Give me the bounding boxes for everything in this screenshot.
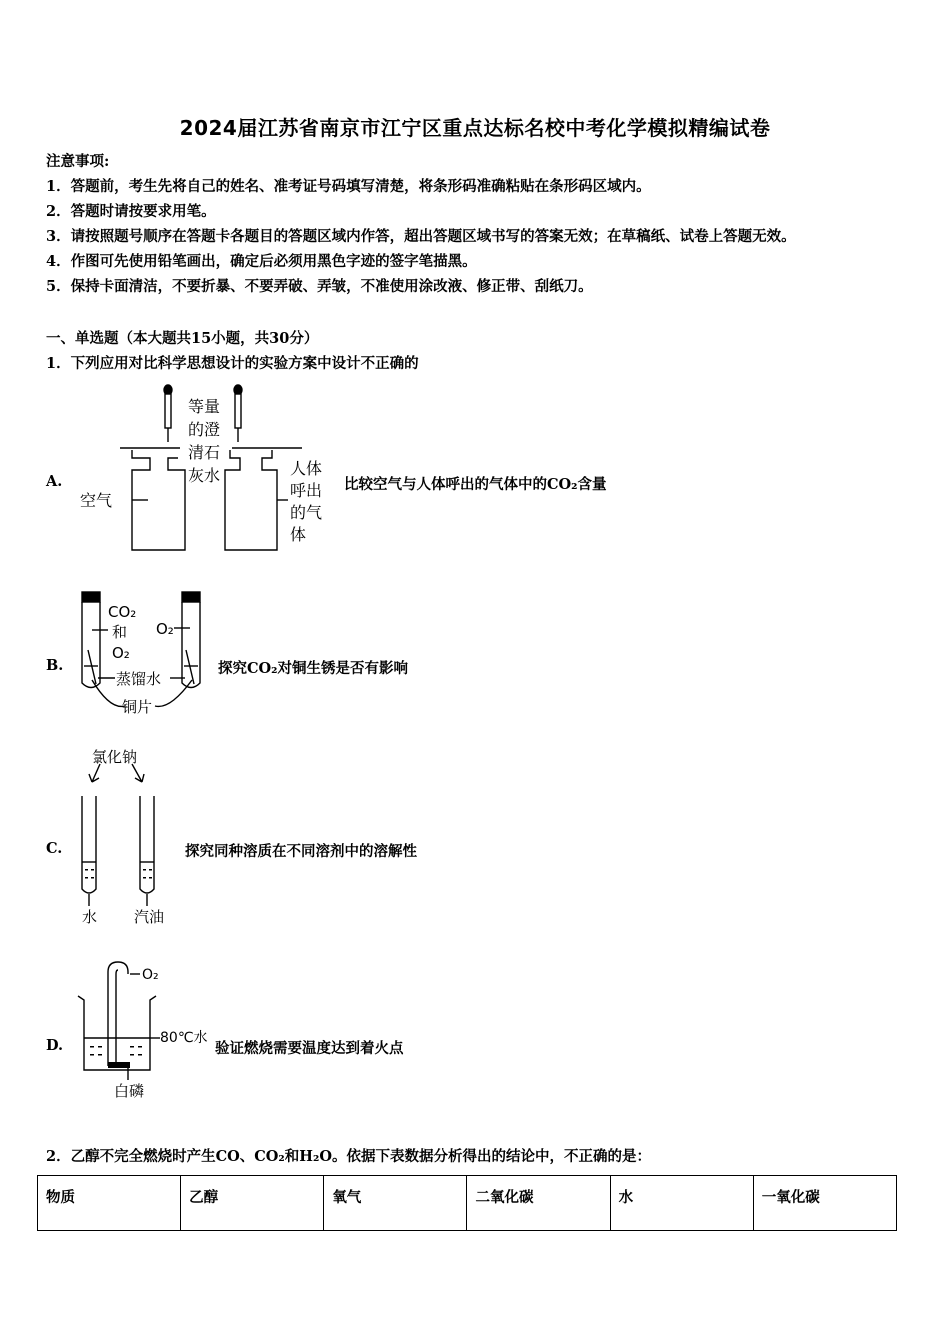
option-d-letter: D. [46, 1037, 64, 1054]
label-b: 和 [112, 623, 128, 641]
label-b: 蒸馏水 [116, 670, 162, 688]
table-cell: 二氧化碳 [467, 1176, 610, 1231]
label-a: 体 [290, 525, 307, 544]
question-2-stem: 2．乙醇不完全燃烧时产生CO、CO₂和H₂O。依据下表数据分析得出的结论中，不正确的是： [46, 1148, 651, 1165]
label-a: 人体 [290, 459, 323, 478]
label-c: 氯化钠 [92, 748, 138, 766]
label-b: CO₂ [108, 603, 137, 621]
option-c-description: 探究同种溶质在不同溶剂中的溶解性 [185, 843, 417, 860]
label-a: 等量 [188, 397, 221, 416]
option-a-figure [70, 380, 340, 555]
option-c-letter: C. [46, 840, 63, 857]
label-b: O₂ [112, 644, 130, 662]
notice-item: 4．作图可先使用铅笔画出，确定后必须用黑色字迹的签字笔描黑。 [46, 253, 477, 270]
option-a-letter: A. [46, 473, 63, 490]
question-1-stem: 1．下列应用对比科学思想设计的实验方案中设计不正确的 [46, 355, 419, 372]
label-a: 的澄 [188, 420, 221, 439]
label-a: 清石 [188, 443, 221, 462]
label-c: 汽油 [134, 908, 165, 926]
table-cell: 一氧化碳 [753, 1176, 896, 1231]
option-b-figure [70, 588, 215, 718]
notice-item: 2．答题时请按要求用笔。 [46, 203, 216, 220]
notice-item: 1．答题前，考生先将自己的姓名、准考证号码填写清楚，将条形码准确粘贴在条形码区域内。 [46, 178, 651, 195]
table-cell: 乙醇 [181, 1176, 324, 1231]
label-a: 呼出 [290, 481, 323, 500]
option-d-description: 验证燃烧需要温度达到着火点 [215, 1040, 404, 1057]
table-cell: 氧气 [324, 1176, 467, 1231]
option-b-letter: B. [46, 657, 64, 674]
label-d: 白磷 [114, 1082, 145, 1100]
notice-item: 3．请按照题号顺序在答题卡各题目的答题区域内作答，超出答题区域书写的答案无效；在草稿纸、试卷上答题无效。 [46, 228, 796, 245]
table-cell: 水 [610, 1176, 753, 1231]
label-a: 的气 [290, 503, 323, 522]
label-d: O₂ [142, 967, 159, 983]
label-c: 水 [82, 908, 98, 926]
section-heading: 一、单选题（本大题共15小题，共30分） [46, 330, 319, 347]
label-d: 80℃水 [160, 1030, 208, 1046]
table-cell: 物质 [38, 1176, 181, 1231]
data-table [37, 1175, 897, 1231]
option-a-description: 比较空气与人体呼出的气体中的CO₂含量 [344, 476, 607, 493]
page-title: 2024届江苏省南京市江宁区重点达标名校中考化学模拟精编试卷 [179, 116, 771, 140]
option-d-figure [70, 958, 215, 1103]
notice-heading: 注意事项: [46, 153, 110, 170]
table-row [38, 1176, 897, 1231]
label-a: 灰水 [188, 466, 221, 485]
notice-item: 5．保持卡面清洁，不要折暴、不要弄破、弄皱，不准使用涂改液、修正带、刮纸刀。 [46, 278, 593, 295]
label-b: O₂ [156, 620, 174, 638]
option-c-figure [70, 744, 190, 929]
option-b-description: 探究CO₂对铜生锈是否有影响 [218, 660, 409, 677]
label-b: 铜片 [122, 698, 153, 716]
label-a: 空气 [80, 491, 113, 510]
